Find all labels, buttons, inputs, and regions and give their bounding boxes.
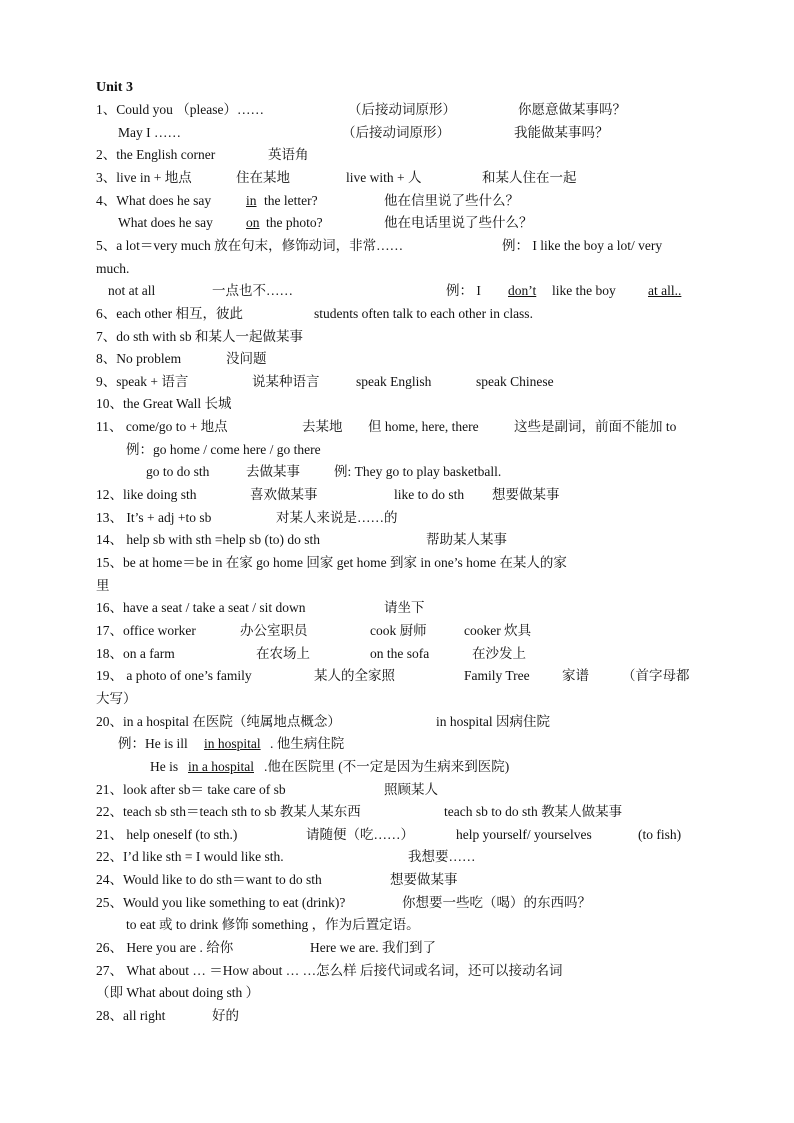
line-text: 你想要一些吃（喝）的东西吗？: [402, 894, 591, 910]
line-text: 大写）: [96, 690, 137, 706]
line-text: much.: [96, 260, 130, 276]
line-text: （后接动词原形）: [342, 124, 450, 140]
line-text: 25、Would you like something to eat (drink)?: [96, 894, 346, 910]
line-text: （即 What about doing sth ）: [96, 985, 260, 1001]
line-text: 16、have a seat / take a seat / sit down: [96, 600, 306, 616]
line-text: 照顾某人: [384, 781, 438, 797]
line-text: 好的: [212, 1008, 239, 1023]
line-text: 4、What does he say: [96, 192, 212, 208]
line-text: 没问题: [226, 351, 267, 367]
line-text: cooker 炊具: [464, 622, 532, 638]
line-text: go to do sth: [146, 464, 210, 480]
line-text: 14、 help sb with sth =help sb (to) do sth: [96, 532, 320, 548]
line-text: 24、Would like to do sth＝want to do sth: [96, 872, 322, 888]
line-text: teach sb to do sth 教某人做某事: [444, 804, 623, 820]
line-text: .他在医院里 (不一定是因为生病来到医院): [264, 758, 510, 774]
line-text: 17、office worker: [96, 622, 196, 638]
line-text: Family Tree: [464, 668, 530, 684]
line-text: 办公室职员: [240, 622, 308, 638]
line-text: 这些是副词，前面不能加 to: [514, 419, 677, 435]
line-text: Here we are. 我们到了: [310, 940, 436, 956]
line-text: 在农场上: [256, 645, 310, 661]
line-text: 21、look after sb＝ take care of sb: [96, 781, 286, 797]
line-text: like the boy: [552, 283, 616, 299]
line-text: 22、I’d like sth = I would like sth.: [96, 849, 284, 865]
line-text: 10、the Great Wall 长城: [96, 396, 232, 412]
line-text: 例: They go to play basketball.: [334, 464, 502, 480]
line-text: 15、be at home＝be in 在家 go home 回家 get home 到家 in one’s home 在某人的家: [96, 555, 567, 570]
line-text: 例： I: [446, 283, 481, 299]
line-text: 去某地: [302, 419, 343, 435]
line-text: 9、speak + 语言: [96, 373, 189, 389]
line-text: 27、 What about … ＝How about … …怎么样 后接代词或名词，还可以接动名词: [96, 962, 563, 978]
line-text: speak English: [356, 373, 432, 389]
line-text: 他在信里说了些什么？: [384, 192, 519, 208]
line-text: 和某人住在一起: [482, 169, 577, 185]
line-text: 12、like doing sth: [96, 487, 197, 503]
line-text: 22、teach sb sth＝teach sth to sb 教某人某东西: [96, 804, 361, 820]
line-text: 喜欢做某事: [250, 487, 318, 503]
line-text: （后接动词原形）: [348, 102, 456, 117]
line-text: 28、all right: [96, 1008, 166, 1023]
line-text: 2、the English corner: [96, 147, 216, 163]
line-text: （首字母都: [622, 668, 690, 684]
line-text: the letter?: [264, 192, 318, 208]
line-text: 帮助某人某事: [426, 532, 507, 548]
underlined-text: at all..: [648, 283, 682, 299]
underlined-text: don’t: [508, 283, 537, 299]
line-text: (to fish): [638, 826, 682, 842]
line-text: 8、No problem: [96, 351, 182, 367]
line-text: live with + 人: [346, 169, 422, 185]
line-text: 我想要……: [408, 849, 476, 865]
line-text: 说某种语言: [252, 373, 320, 389]
underlined-text: in a hospital: [188, 758, 254, 774]
line-text: 11、 come/go to + 地点: [96, 419, 228, 435]
line-text: 对某人来说是……的: [276, 509, 398, 525]
line-text: 家谱: [562, 668, 589, 684]
line-text: to eat 或 to drink 修饰 something ，作为后置定语。: [126, 917, 420, 933]
line-text: like to do sth: [394, 487, 465, 503]
line-text: 他在电话里说了些什么？: [384, 215, 533, 231]
line-text: 1、Could you （please）……: [96, 102, 264, 117]
line-text: 某人的全家照: [314, 668, 395, 684]
line-text: 但 home, here, there: [368, 419, 479, 435]
line-text: . 他生病住院: [270, 736, 345, 752]
document-title: Unit 3: [96, 80, 133, 95]
line-text: 例：go home / come here / go there: [126, 441, 321, 457]
line-text: 13、 It’s + adj +to sb: [96, 509, 212, 525]
line-text: 21、 help oneself (to sth.): [96, 826, 238, 842]
line-text: 里: [96, 577, 110, 593]
line-text: May I ……: [118, 124, 181, 140]
line-text: on the sofa: [370, 645, 430, 661]
line-text: 你愿意做某事吗？: [518, 102, 626, 117]
line-text: 请坐下: [384, 600, 425, 616]
line-text: 例：He is ill: [118, 736, 188, 752]
line-text: 20、in a hospital 在医院（纯属地点概念）: [96, 713, 341, 729]
line-text: cook 厨师: [370, 622, 427, 638]
underlined-text: on: [246, 215, 260, 231]
line-text: in hospital 因病住院: [436, 713, 550, 729]
line-text: 想要做某事: [390, 872, 458, 888]
line-text: 一点也不……: [212, 283, 293, 299]
line-text: 3、live in + 地点: [96, 169, 192, 185]
line-text: 英语角: [268, 147, 309, 163]
line-text: students often talk to each other in class.: [314, 305, 533, 321]
line-text: not at all: [108, 283, 156, 299]
line-text: 请随便（吃……）: [306, 826, 414, 842]
line-text: 想要做某事: [492, 487, 560, 503]
line-text: 26、 Here you are . 给你: [96, 940, 234, 956]
line-text: What does he say: [118, 215, 213, 231]
line-text: 19、 a photo of one’s family: [96, 668, 252, 684]
line-text: 我能做某事吗？: [514, 124, 609, 140]
line-text: help yourself/ yourselves: [456, 826, 592, 842]
line-text: 7、do sth with sb 和某人一起做某事: [96, 328, 304, 344]
line-text: speak Chinese: [476, 373, 554, 389]
line-text: 例： I like the boy a lot/ very: [502, 237, 663, 253]
line-text: 住在某地: [236, 169, 290, 185]
line-text: 18、on a farm: [96, 645, 175, 661]
underlined-text: in: [246, 192, 257, 208]
line-text: 5、a lot＝very much 放在句末，修饰动词，非常……: [96, 237, 404, 253]
line-text: He is: [150, 758, 179, 774]
line-text: the photo?: [266, 215, 323, 231]
line-text: 6、each other 相互，彼此: [96, 305, 243, 321]
line-text: 在沙发上: [472, 645, 526, 661]
line-text: 去做某事: [246, 464, 300, 480]
underlined-text: in hospital: [204, 736, 261, 752]
